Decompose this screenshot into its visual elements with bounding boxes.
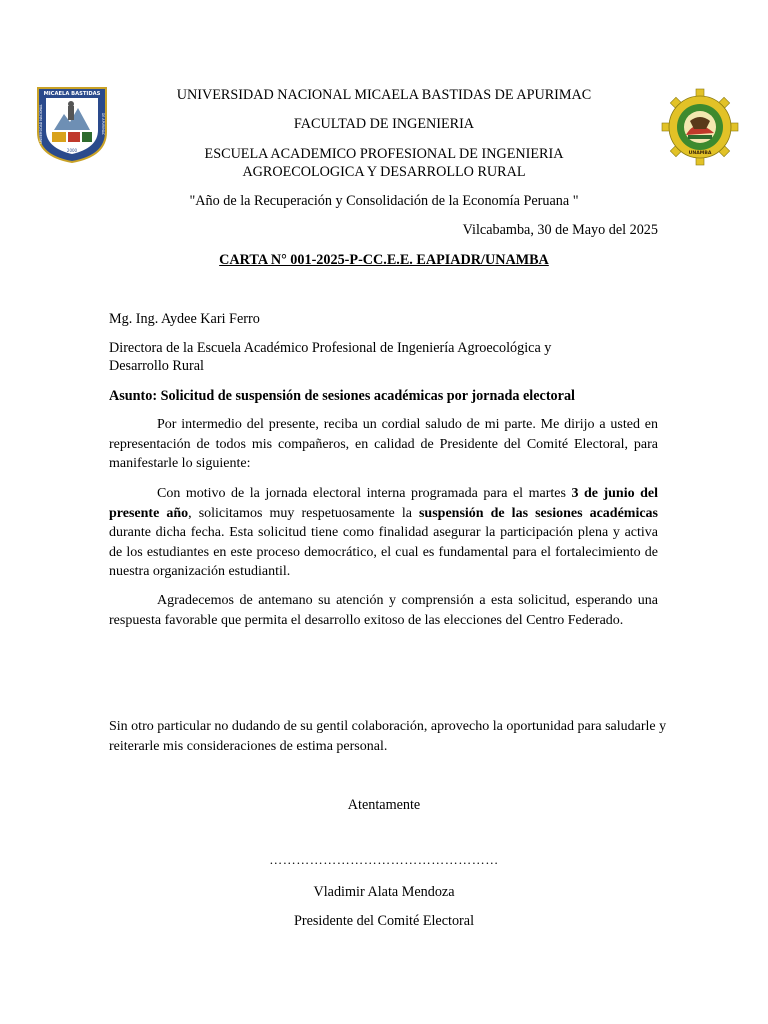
recipient-role-line2: Desarrollo Rural [109, 358, 204, 374]
svg-text:UNAMBA: UNAMBA [688, 151, 712, 156]
svg-text:MICAELA BASTIDAS: MICAELA BASTIDAS [43, 91, 101, 97]
signer-name: Vladimir Alata Mendoza [313, 884, 455, 900]
recipient-role-line1: Directora de la Escuela Académico Profesional de Ingeniería Agroecológica y [109, 340, 552, 356]
svg-text:DE APURIMAC: DE APURIMAC [101, 112, 105, 136]
university-name: UNIVERSIDAD NACIONAL MICAELA BASTIDAS DE APURIMAC [176, 87, 592, 103]
paragraph-3: Agradecemos de antemano su atención y comprensión a esta solicitud, esperando una respuesta favorable que permita el desarrollo exitoso de las elecciones del Centro Federado. [109, 593, 658, 628]
university-shield-logo [34, 84, 110, 164]
farewell: Atentamente [347, 797, 421, 813]
school-gear-seal-logo [660, 88, 740, 166]
signature-line: …………………………………………… [269, 852, 499, 867]
paragraph-2 [109, 484, 658, 582]
paragraph-2-date-bold: 3 de junio del presente año [109, 486, 659, 521]
faculty-name: FACULTAD DE INGENIERIA [293, 116, 475, 132]
paragraph-2-request-bold: suspensión de las sesiones académicas [418, 505, 659, 521]
signer-title: Presidente del Comité Electoral [293, 913, 475, 929]
paragraph-1: Por intermedio del presente, reciba un cordial saludo de mi parte. Me dirijo a usted en representación de todos mis compañeros, en calidad de Presidente del Comité Electoral, para manifestarle lo siguiente: [109, 417, 658, 471]
year-motto: "Año de la Recuperación y Consolidación de la Economía Peruana " [189, 193, 579, 209]
school-name-line1: ESCUELA ACADEMICO PROFESIONAL DE INGENIERIA [204, 146, 564, 162]
closing-paragraph: Sin otro particular no dudando de su gentil colaboración, aprovecho la oportunidad para saludarle y reiterarle mis consideraciones de estima personal. [109, 719, 667, 754]
school-name-line2: AGROECOLOGICA Y DESARROLLO RURAL [242, 164, 526, 180]
letter-title: CARTA N° 001-2025-P-CC.E.E. EAPIADR/UNAMBA [219, 252, 549, 268]
svg-text:2000: 2000 [66, 148, 78, 153]
paragraph-2-text-a: Con motivo de la jornada electoral interna programada para el martes [157, 486, 572, 501]
svg-text:UNIVERSIDAD NACIONAL: UNIVERSIDAD NACIONAL [39, 104, 43, 144]
subject-line: Asunto: Solicitud de suspensión de sesiones académicas por jornada electoral [109, 388, 575, 404]
paragraph-2-text-e: durante dicha fecha. Esta solicitud tiene como finalidad asegurar la participación plena y activa de los estudiantes en este proceso democrático, el cual es fundamental para el fortalecimiento de nuestra organización estudiantil. [109, 525, 658, 579]
recipient-name: Mg. Ing. Aydee Kari Ferro [109, 311, 260, 327]
date-line: Vilcabamba, 30 de Mayo del 2025 [462, 222, 658, 238]
paragraph-2-text-c: , solicitamos muy respetuosamente la [188, 505, 419, 521]
